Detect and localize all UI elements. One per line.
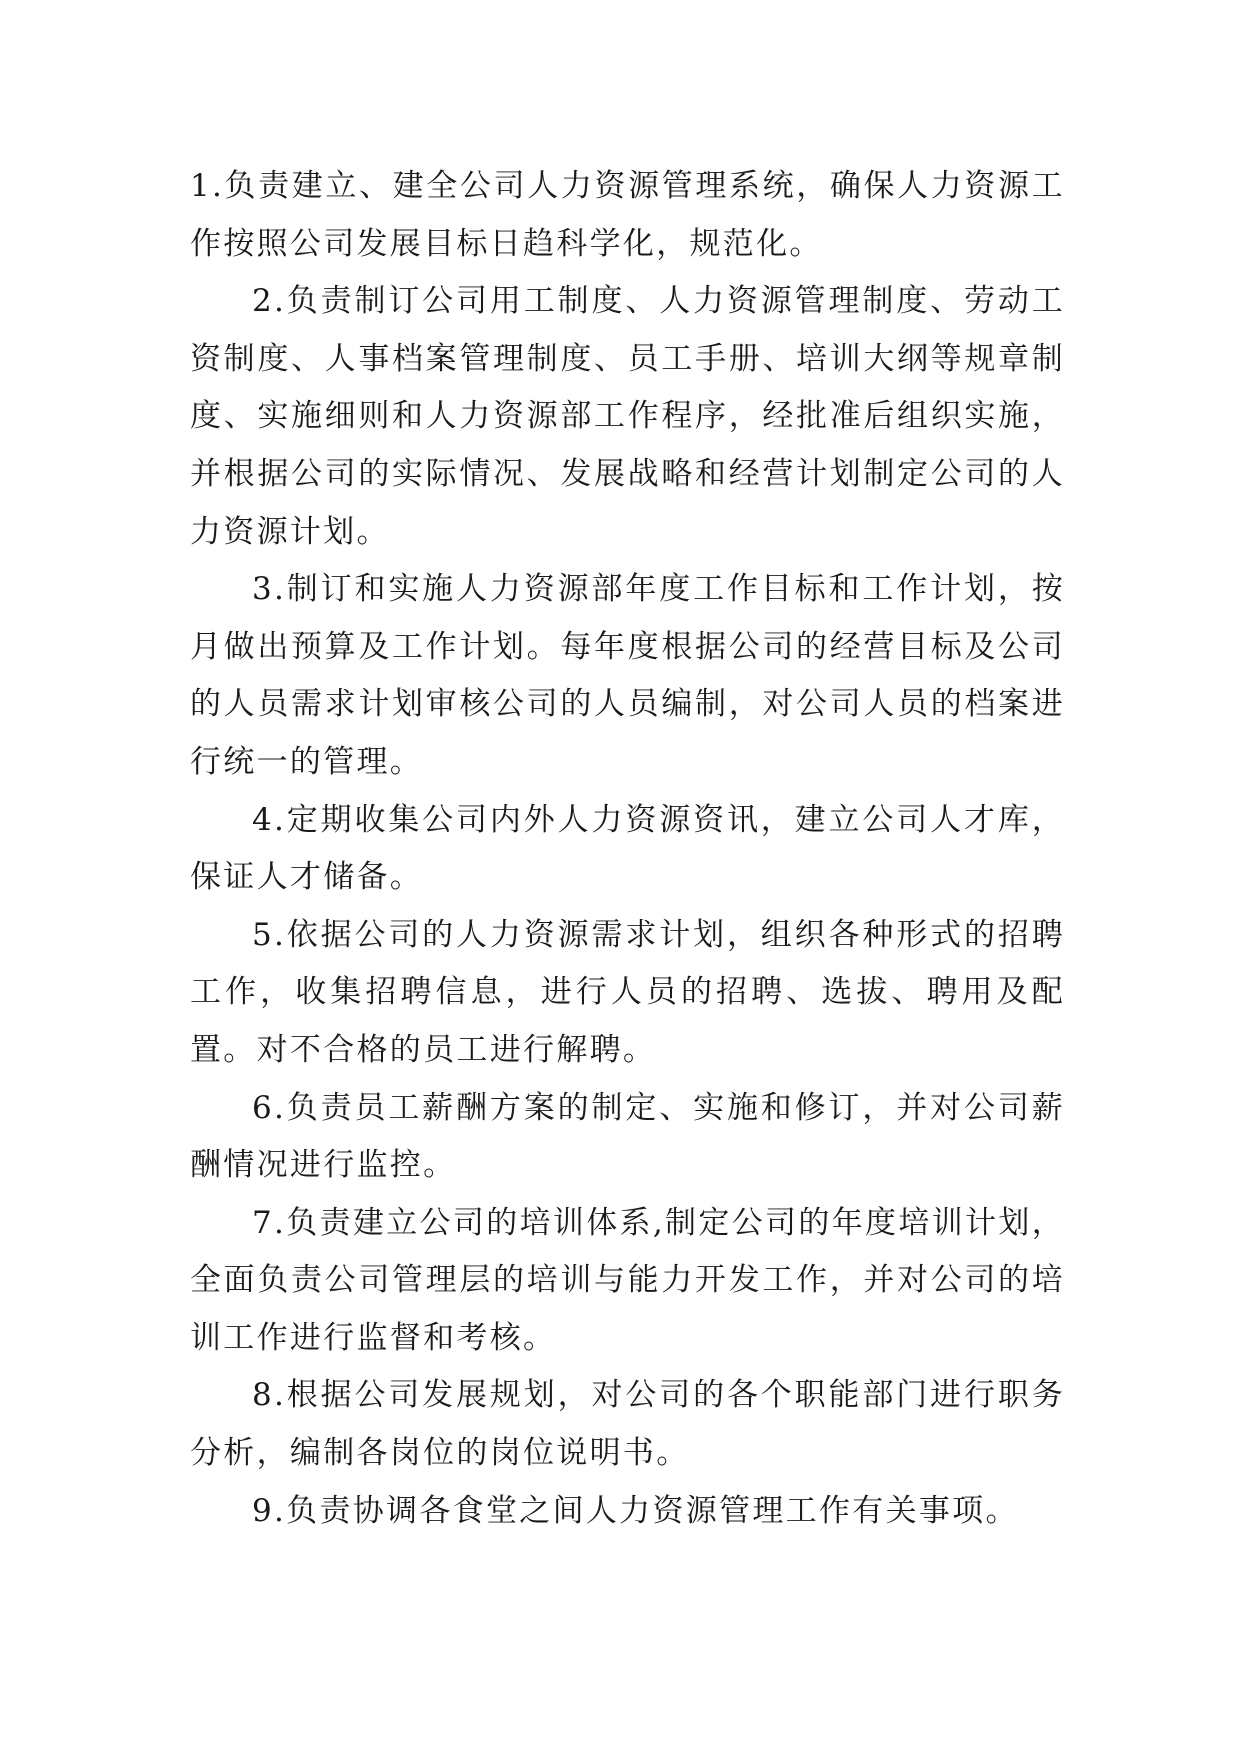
paragraph-3: 3.制订和实施人力资源部年度工作目标和工作计划，按月做出预算及工作计划。每年度根据公司的经营目标及公司的人员需求计划审核公司的人员编制，对公司人员的档案进行统一的管理。 (190, 571, 1065, 780)
paragraph-6: 6.负责员工薪酬方案的制定、实施和修订，并对公司薪酬情况进行监控。 (190, 1089, 1065, 1184)
paragraph-2: 2.负责制订公司用工制度、人力资源管理制度、劳动工资制度、人事档案管理制度、员工手册、培训大纲等规章制度、实施细则和人力资源部工作程序，经批准后组织实施，并根据公司的实际情况、发展战略和经营计划制定公司的人力资源计划。 (190, 283, 1065, 550)
paragraph-1: 1.负责建立、建全公司人力资源管理系统，确保人力资源工作按照公司发展目标日趋科学化，规范化。 (190, 168, 1065, 262)
paragraph-9: 9.负责协调各食堂之间人力资源管理工作有关事项。 (252, 1492, 1019, 1529)
document-body (190, 158, 1065, 1540)
paragraph-7: 7.负责建立公司的培训体系,制定公司的年度培训计划，全面负责公司管理层的培训与能力开发工作，并对公司的培训工作进行监督和考核。 (190, 1204, 1065, 1356)
paragraph-4: 4.定期收集公司内外人力资源资讯，建立公司人才库，保证人才储备。 (190, 801, 1065, 896)
paragraph-5: 5.依据公司的人力资源需求计划，组织各种形式的招聘工作，收集招聘信息，进行人员的招聘、选拔、聘用及配置。对不合格的员工进行解聘。 (190, 916, 1065, 1068)
paragraph-8: 8.根据公司发展规划，对公司的各个职能部门进行职务分析，编制各岗位的岗位说明书。 (190, 1377, 1065, 1472)
